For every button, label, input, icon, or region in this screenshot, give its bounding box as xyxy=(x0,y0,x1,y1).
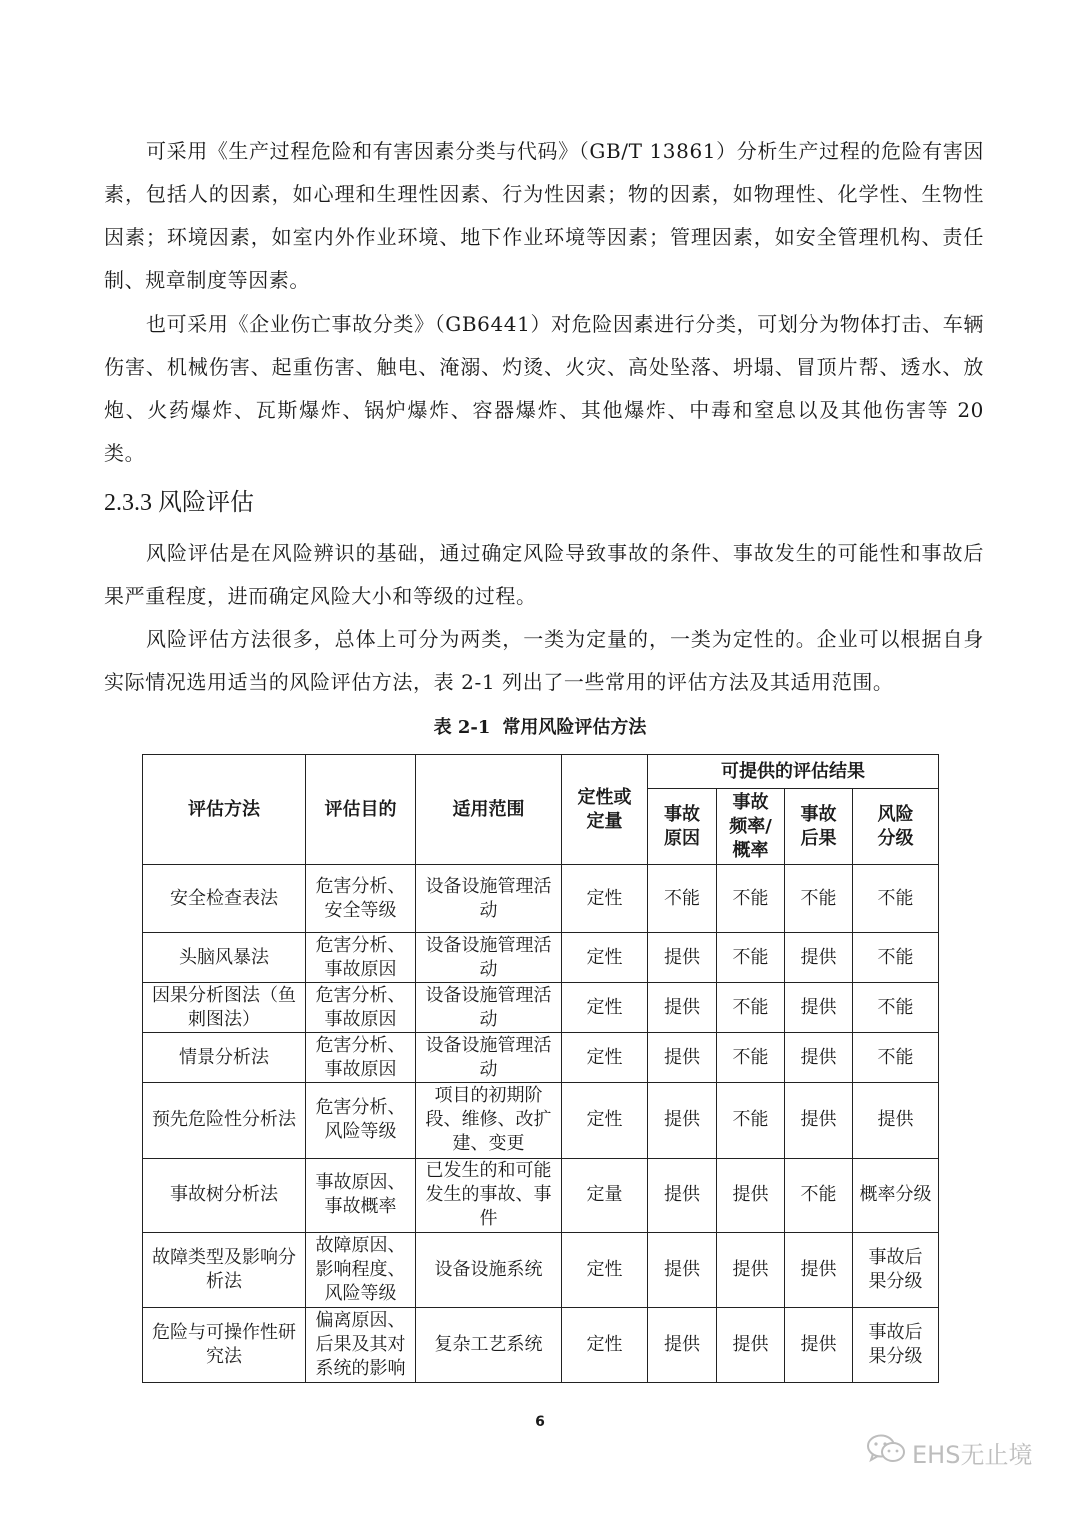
cell-freq: 不能 xyxy=(717,1083,785,1158)
paragraph-hazard-classification-gbt13861: 可采用《生产过程危险和有害因素分类与代码》（GB/T 13861）分析生产过程的危险有害因素，包括人的因素，如心理和生理性因素、行为性因素；物的因素，如物理性、化学性、生物性因素；环境因素，如室内外作业环境、地下作业环境等因素；管理因素，如安全管理机构、责任制、规章制度等因素。 xyxy=(104,139,984,292)
table-body xyxy=(143,865,939,1383)
table-row xyxy=(143,1033,939,1083)
header-accident-cause: 事故原因 xyxy=(648,789,717,865)
cell-freq: 不能 xyxy=(717,933,785,983)
watermark-text: EHS无止境 xyxy=(912,1440,1033,1469)
cell-cause: 提供 xyxy=(648,1232,717,1307)
cell-qual: 定性 xyxy=(562,1232,648,1307)
table-row xyxy=(143,1232,939,1307)
cell-method: 预先危险性分析法 xyxy=(143,1083,306,1158)
cell-freq: 提供 xyxy=(717,1307,785,1382)
paragraph-risk-assessment-methods: 风险评估方法很多，总体上可分为两类，一类为定量的，一类为定性的。企业可以根据自身实际情况选用适当的风险评估方法，表 2-1 列出了一些常用的评估方法及其适用范围。 xyxy=(104,627,984,694)
cell-method: 因果分析图法（鱼刺图法） xyxy=(143,983,306,1033)
table-row xyxy=(143,1307,939,1382)
table-caption xyxy=(0,713,1080,739)
cell-purpose: 事故原因、事故概率 xyxy=(306,1158,416,1232)
cell-grade: 不能 xyxy=(853,1033,939,1083)
cell-scope: 设备设施管理活动 xyxy=(416,865,562,933)
cell-consequence: 提供 xyxy=(785,1307,853,1382)
cell-freq: 不能 xyxy=(717,983,785,1033)
cell-grade: 事故后果分级 xyxy=(853,1232,939,1307)
cell-scope: 设备设施系统 xyxy=(416,1232,562,1307)
cell-consequence: 提供 xyxy=(785,1083,853,1158)
cell-freq: 提供 xyxy=(717,1158,785,1232)
cell-grade: 不能 xyxy=(853,933,939,983)
cell-qual: 定性 xyxy=(562,1083,648,1158)
cell-cause: 提供 xyxy=(648,1307,717,1382)
risk-assessment-methods-table xyxy=(142,754,939,1383)
cell-consequence: 提供 xyxy=(785,1232,853,1307)
cell-freq: 提供 xyxy=(717,1232,785,1307)
cell-grade: 概率分级 xyxy=(853,1158,939,1232)
cell-consequence: 提供 xyxy=(785,1033,853,1083)
table-caption-title: 常用风险评估方法 xyxy=(502,717,647,738)
cell-freq: 不能 xyxy=(717,1033,785,1083)
cell-purpose: 危害分析、风险等级 xyxy=(306,1083,416,1158)
cell-grade: 不能 xyxy=(853,865,939,933)
cell-scope: 已发生的和可能发生的事故、事件 xyxy=(416,1158,562,1232)
cell-purpose: 危害分析、事故原因 xyxy=(306,933,416,983)
header-scope: 适用范围 xyxy=(416,755,562,865)
cell-scope: 项目的初期阶段、维修、改扩建、变更 xyxy=(416,1083,562,1158)
cell-grade: 不能 xyxy=(853,983,939,1033)
cell-purpose: 故障原因、影响程度、风险等级 xyxy=(306,1232,416,1307)
cell-qual: 定性 xyxy=(562,983,648,1033)
cell-method: 故障类型及影响分析法 xyxy=(143,1232,306,1307)
cell-grade: 事故后果分级 xyxy=(853,1307,939,1382)
table-row xyxy=(143,865,939,933)
cell-method: 事故树分析法 xyxy=(143,1158,306,1232)
cell-consequence: 不能 xyxy=(785,865,853,933)
table-row xyxy=(143,1158,939,1232)
cell-purpose: 危害分析、事故原因 xyxy=(306,983,416,1033)
cell-method: 情景分析法 xyxy=(143,1033,306,1083)
cell-purpose: 危害分析、安全等级 xyxy=(306,865,416,933)
cell-cause: 提供 xyxy=(648,983,717,1033)
cell-scope: 设备设施管理活动 xyxy=(416,933,562,983)
cell-qual: 定性 xyxy=(562,1033,648,1083)
table-row xyxy=(143,983,939,1033)
cell-purpose: 危害分析、事故原因 xyxy=(306,1033,416,1083)
table-caption-number: 表 2-1 xyxy=(433,717,491,738)
cell-qual: 定性 xyxy=(562,933,648,983)
header-purpose: 评估目的 xyxy=(306,755,416,865)
cell-qual: 定性 xyxy=(562,1307,648,1382)
cell-cause: 提供 xyxy=(648,1158,717,1232)
cell-qual: 定量 xyxy=(562,1158,648,1232)
cell-consequence: 提供 xyxy=(785,933,853,983)
header-results-group: 可提供的评估结果 xyxy=(648,755,939,789)
header-risk-grade: 风险分级 xyxy=(853,789,939,865)
table-row xyxy=(143,1083,939,1158)
page-number: 6 xyxy=(535,1414,545,1430)
cell-consequence: 不能 xyxy=(785,1158,853,1232)
cell-method: 危险与可操作性研究法 xyxy=(143,1307,306,1382)
cell-scope: 复杂工艺系统 xyxy=(416,1307,562,1382)
table-row xyxy=(143,933,939,983)
cell-scope: 设备设施管理活动 xyxy=(416,983,562,1033)
paragraph-risk-assessment-definition: 风险评估是在风险辨识的基础，通过确定风险导致事故的条件、事故发生的可能性和事故后果严重程度，进而确定风险大小和等级的过程。 xyxy=(104,541,984,608)
cell-cause: 提供 xyxy=(648,1083,717,1158)
cell-scope: 设备设施管理活动 xyxy=(416,1033,562,1083)
header-qualitative-quantitative: 定性或定量 xyxy=(562,755,648,865)
watermark xyxy=(866,1433,1032,1471)
paragraph-hazard-classification-gb6441: 也可采用《企业伤亡事故分类》（GB6441）对危险因素进行分类，可划分为物体打击、车辆伤害、机械伤害、起重伤害、触电、淹溺、灼烫、火灾、高处坠落、坍塌、冒顶片帮、透水、放炮、火药爆炸、瓦斯爆炸、锅炉爆炸、容器爆炸、其他爆炸、中毒和窒息以及其他伤害等 20 类。 xyxy=(104,312,984,465)
cell-cause: 提供 xyxy=(648,933,717,983)
cell-purpose: 偏离原因、后果及其对系统的影响 xyxy=(306,1307,416,1382)
cell-cause: 不能 xyxy=(648,865,717,933)
header-method: 评估方法 xyxy=(143,755,306,865)
header-accident-frequency: 事故频率/概率 xyxy=(717,789,785,865)
wechat-icon xyxy=(866,1433,906,1471)
cell-consequence: 提供 xyxy=(785,983,853,1033)
cell-grade: 提供 xyxy=(853,1083,939,1158)
section-heading: 2.3.3 风险评估 xyxy=(104,490,254,516)
cell-method: 安全检查表法 xyxy=(143,865,306,933)
cell-method: 头脑风暴法 xyxy=(143,933,306,983)
cell-cause: 提供 xyxy=(648,1033,717,1083)
cell-freq: 不能 xyxy=(717,865,785,933)
cell-qual: 定性 xyxy=(562,865,648,933)
header-accident-consequence: 事故后果 xyxy=(785,789,853,865)
